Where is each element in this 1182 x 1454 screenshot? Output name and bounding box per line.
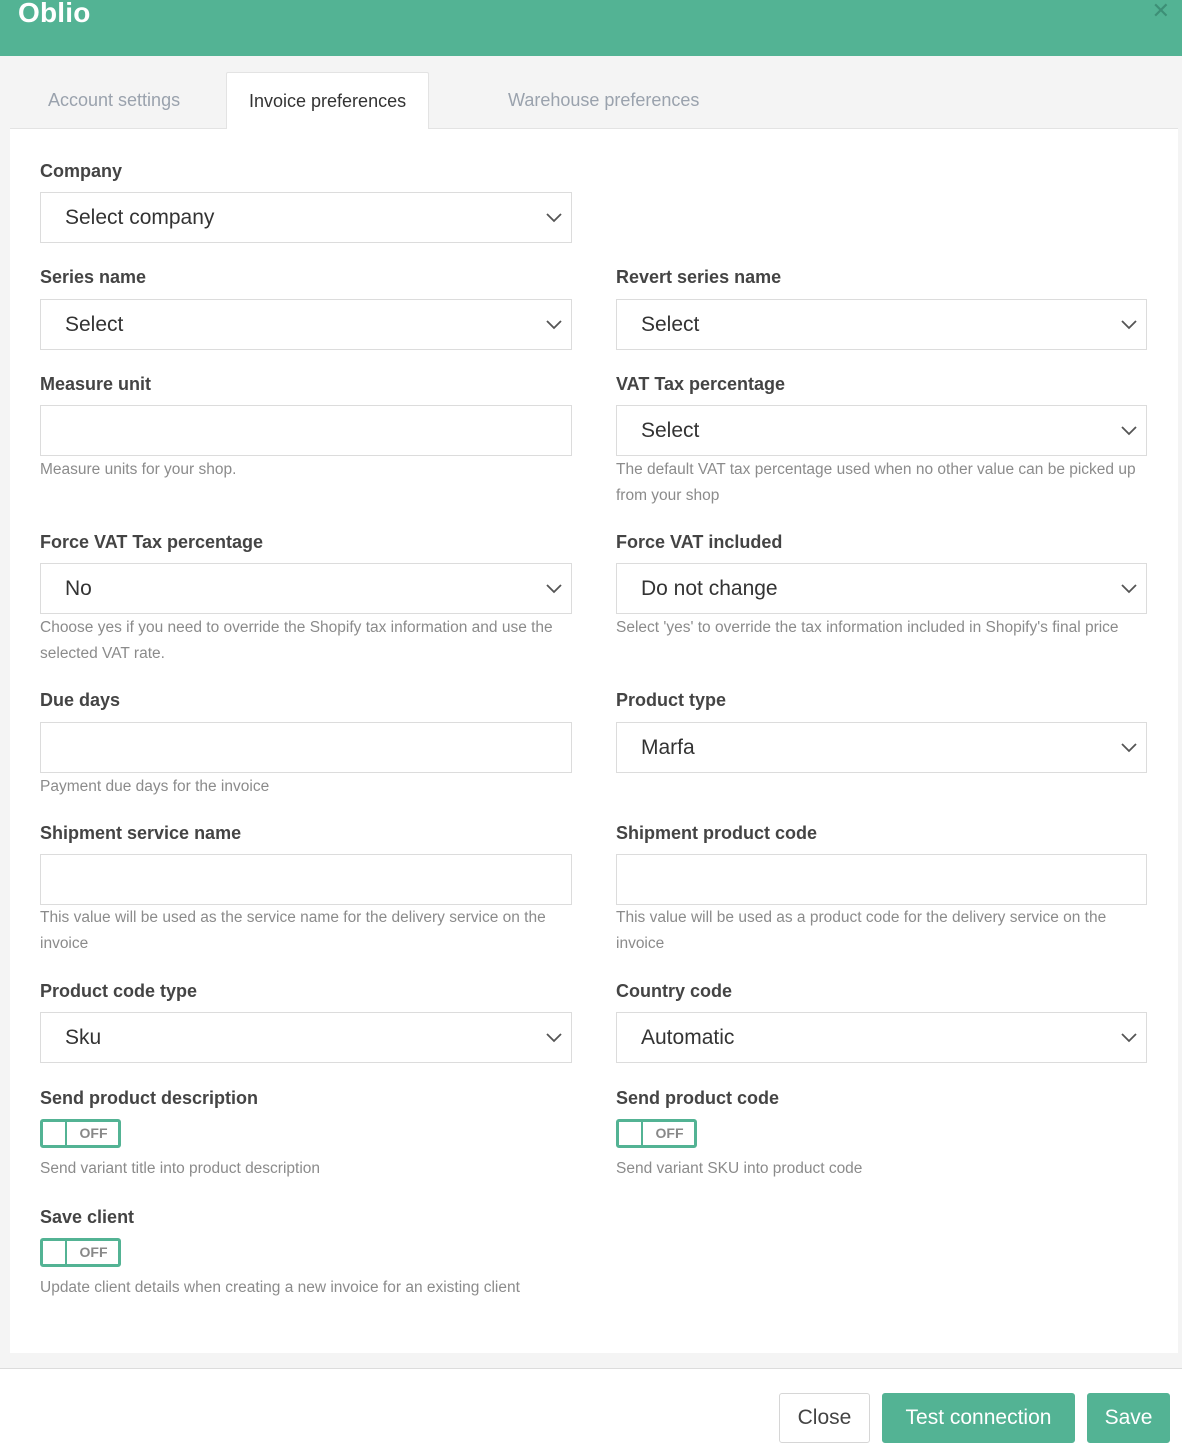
revert-series-name-select[interactable]: [616, 299, 1147, 350]
shipment-service-name-field: [40, 821, 572, 952]
close-button[interactable]: Close: [779, 1393, 870, 1443]
company-select-value: Select company: [65, 206, 215, 229]
series-name-label: Series name: [40, 267, 147, 287]
save-button[interactable]: Save: [1087, 1393, 1170, 1443]
send-product-description-field: [40, 1086, 572, 1177]
force-vat-tax-percentage-field: [40, 530, 572, 662]
measure-unit-label: Measure unit: [40, 374, 152, 394]
modal-footer: [0, 1368, 1182, 1454]
chevron-down-icon: [545, 315, 563, 333]
save-client-toggle[interactable]: [40, 1238, 121, 1267]
shipment-product-code-input[interactable]: [616, 854, 1147, 905]
due-days-input[interactable]: [40, 722, 572, 773]
product-type-field: [616, 688, 1148, 759]
send-product-code-help: Send variant SKU into product code: [616, 1160, 863, 1177]
force-vat-tax-percentage-label: Force VAT Tax percentage: [40, 532, 264, 552]
toggle-knob: [43, 1122, 67, 1145]
country-code-select[interactable]: [616, 1012, 1147, 1063]
vat-tax-percentage-field: [616, 372, 1148, 504]
measure-unit-field: [40, 372, 572, 478]
chevron-down-icon: [1120, 579, 1138, 597]
force-vat-included-label: Force VAT included: [616, 532, 783, 552]
save-client-help: Update client details when creating a new invoice for an existing client: [40, 1279, 520, 1296]
send-product-description-help: Send variant title into product description: [40, 1160, 321, 1177]
due-days-help: Payment due days for the invoice: [40, 778, 270, 795]
send-product-code-toggle[interactable]: [616, 1119, 697, 1148]
save-client-label: Save client: [40, 1207, 135, 1227]
toggle-state: OFF: [79, 1125, 108, 1141]
company-field: [40, 159, 572, 229]
shipment-product-code-help: This value will be used as a product code for the delivery service on the invoice: [616, 909, 1107, 952]
country-code-field: [616, 979, 1148, 1049]
chevron-down-icon: [1120, 421, 1138, 439]
vat-tax-percentage-label: VAT Tax percentage: [616, 374, 786, 394]
product-type-select[interactable]: [616, 722, 1147, 773]
force-vat-included-select-value: Do not change: [641, 577, 778, 600]
vat-tax-percentage-select-value: Select: [641, 419, 700, 442]
shipment-product-code-label: Shipment product code: [616, 823, 818, 843]
product-code-type-label: Product code type: [40, 981, 198, 1001]
close-icon[interactable]: ✕: [1151, 0, 1170, 23]
company-select[interactable]: [40, 192, 572, 243]
send-product-code-label: Send product code: [616, 1088, 780, 1108]
revert-series-name-label: Revert series name: [616, 267, 782, 287]
tab-invoice-preferences[interactable]: Invoice preferences: [226, 72, 429, 130]
due-days-field: [40, 688, 572, 795]
toggle-knob: [43, 1241, 67, 1264]
force-vat-included-select[interactable]: [616, 563, 1147, 614]
country-code-label: Country code: [616, 981, 733, 1001]
chevron-down-icon: [545, 579, 563, 597]
revert-series-name-select-value: Select: [641, 313, 700, 336]
product-type-select-value: Marfa: [641, 736, 695, 759]
revert-series-name-field: [616, 265, 1148, 336]
chevron-down-icon: [545, 1028, 563, 1046]
toggle-state: OFF: [655, 1125, 684, 1141]
series-name-select-value: Select: [65, 313, 124, 336]
product-code-type-select-value: Sku: [65, 1026, 102, 1049]
send-product-description-toggle[interactable]: [40, 1119, 121, 1148]
country-code-select-value: Automatic: [641, 1026, 735, 1049]
app-title: Oblio: [18, 0, 91, 28]
invoice-preferences-panel: [10, 129, 1178, 1353]
force-vat-tax-percentage-help: Choose yes if you need to override the Shopify tax information and use the selected VAT rate.: [40, 619, 553, 662]
due-days-label: Due days: [40, 690, 121, 710]
tab-account-settings[interactable]: Account settings: [48, 90, 181, 110]
force-vat-tax-percentage-select[interactable]: [40, 563, 572, 614]
toggle-knob: [619, 1122, 643, 1145]
force-vat-included-help: Select 'yes' to override the tax information included in Shopify's final price: [616, 619, 1119, 636]
send-product-description-label: Send product description: [40, 1088, 259, 1108]
test-connection-button[interactable]: Test connection: [882, 1393, 1075, 1443]
chevron-down-icon: [1120, 738, 1138, 756]
product-code-type-select[interactable]: [40, 1012, 572, 1063]
send-product-code-field: [616, 1086, 1148, 1177]
force-vat-tax-percentage-select-value: No: [65, 577, 92, 600]
series-name-select[interactable]: [40, 299, 572, 350]
shipment-service-name-help: This value will be used as the service name for the delivery service on the invoice: [40, 909, 546, 952]
shipment-product-code-field: [616, 821, 1148, 952]
tab-bar: [10, 72, 1178, 129]
toggle-state: OFF: [79, 1244, 108, 1260]
force-vat-included-field: [616, 530, 1148, 636]
save-client-field: [40, 1205, 572, 1296]
chevron-down-icon: [1120, 315, 1138, 333]
company-label: Company: [40, 161, 123, 181]
vat-tax-percentage-help: The default VAT tax percentage used when no other value can be picked up from your shop: [616, 461, 1136, 504]
vat-tax-percentage-select[interactable]: [616, 405, 1147, 456]
measure-unit-input[interactable]: [40, 405, 572, 456]
shipment-service-name-input[interactable]: [40, 854, 572, 905]
chevron-down-icon: [545, 208, 563, 226]
measure-unit-help: Measure units for your shop.: [40, 461, 237, 478]
shipment-service-name-label: Shipment service name: [40, 823, 242, 843]
product-type-label: Product type: [616, 690, 727, 710]
chevron-down-icon: [1120, 1028, 1138, 1046]
modal-header: [0, 0, 1182, 56]
tab-warehouse-preferences[interactable]: Warehouse preferences: [508, 90, 700, 110]
series-name-field: [40, 265, 572, 336]
product-code-type-field: [40, 979, 572, 1049]
